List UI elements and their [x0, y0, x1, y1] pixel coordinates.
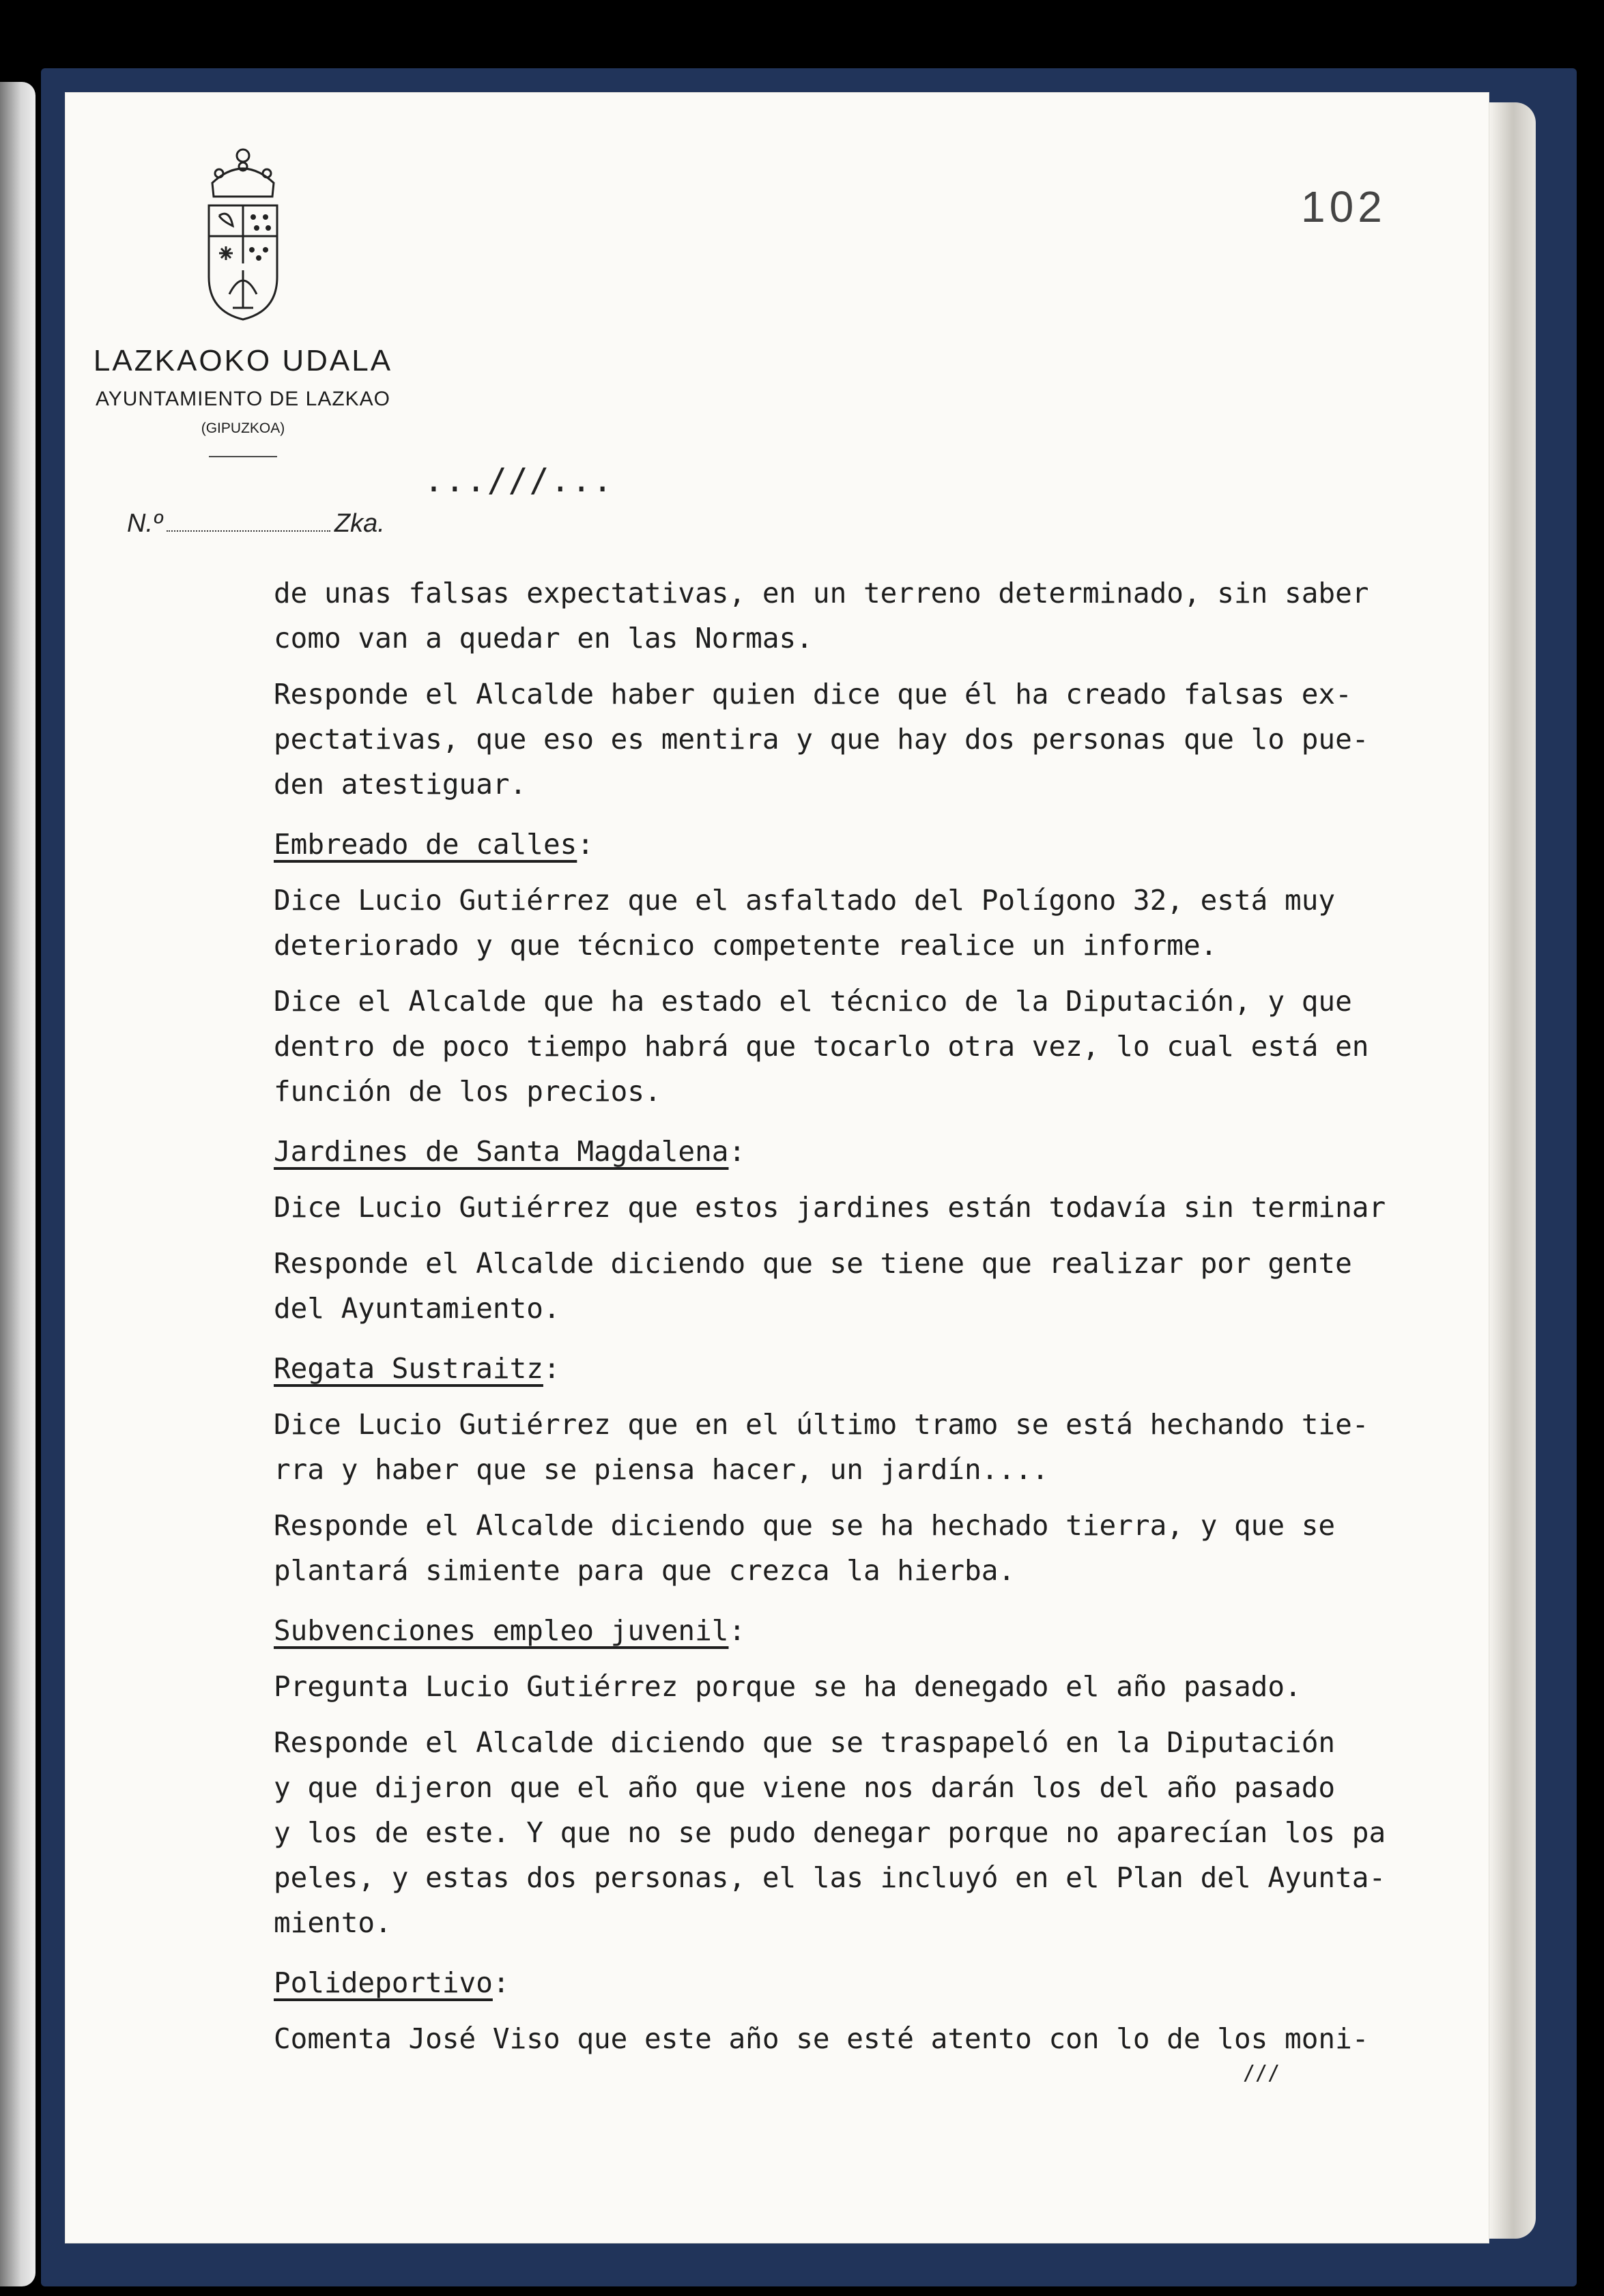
text-line: peles, y estas dos personas, el las incluyó en el Plan del Ayunta- — [274, 1861, 1386, 1894]
divider — [209, 456, 277, 457]
previous-page-edge — [0, 82, 35, 2286]
heading-colon: : — [728, 1614, 746, 1647]
text-line: Dice Lucio Gutiérrez que el asfaltado del Polígono 32, está muy — [274, 884, 1336, 917]
document-body — [274, 571, 1502, 2086]
text-line: pectativas, que eso es mentira y que hay dos personas que lo pue- — [274, 723, 1369, 756]
text-line: Dice Lucio Gutiérrez que estos jardines están todavía sin terminar — [274, 1191, 1386, 1224]
heading-text: Regata Sustraitz — [274, 1352, 543, 1385]
text-line: rra y haber que se piensa hacer, un jardín.... — [274, 1453, 1049, 1486]
ref-prefix: N.º — [127, 509, 162, 538]
text-line: miento. — [274, 1906, 392, 1939]
text-line: Dice Lucio Gutiérrez que en el último tramo se está hechando tie- — [274, 1408, 1369, 1441]
heading-text: Polideportivo — [274, 1966, 493, 1999]
footer-mark: /// — [1243, 2061, 1280, 2085]
section-heading — [274, 1960, 1502, 2005]
continuation-mark: ...///... — [424, 461, 614, 500]
heading-text: Embreado de calles — [274, 828, 577, 861]
heading-colon: : — [492, 1966, 510, 1999]
ref-suffix: Zka. — [334, 509, 385, 538]
document-page — [65, 92, 1489, 2243]
province: (GIPUZKOA) — [201, 420, 285, 436]
section-heading — [274, 1608, 1502, 1653]
text-line: de unas falsas expectativas, en un terreno determinado, sin saber — [274, 577, 1369, 609]
text-line: Comenta José Viso que este año se esté atento con lo de los moni- — [274, 2022, 1369, 2055]
text-line: dentro de poco tiempo habrá que tocarlo otra vez, lo cual está en — [274, 1030, 1369, 1063]
text-line: plantará simiente para que crezca la hierba. — [274, 1554, 1016, 1587]
text-line: deteriorado y que técnico competente realice un informe. — [274, 929, 1218, 962]
reference-field — [127, 509, 385, 539]
heading-colon: : — [728, 1135, 746, 1168]
text-line: Responde el Alcalde diciendo que se traspapeló en la Diputación — [274, 1726, 1336, 1759]
text-line: y los de este. Y que no se pudo denegar porque no aparecían los pa — [274, 1816, 1386, 1849]
text-line: como van a quedar en las Normas. — [274, 622, 813, 655]
section-heading — [274, 822, 1502, 867]
section-heading — [274, 1129, 1502, 1174]
text-line: Pregunta Lucio Gutiérrez porque se ha denegado el año pasado. — [274, 1670, 1302, 1703]
text-line: Responde el Alcalde haber quien dice que él ha creado falsas ex- — [274, 678, 1352, 711]
letterhead — [66, 141, 420, 457]
text-line: Responde el Alcalde diciendo que se tiene que realizar por gente — [274, 1247, 1352, 1280]
org-name-es: AYUNTAMIENTO DE LAZKAO — [95, 388, 391, 410]
coat-of-arms-icon — [192, 141, 294, 325]
heading-text: Jardines de Santa Magdalena — [274, 1135, 729, 1168]
heading-text: Subvenciones empleo juvenil — [274, 1614, 729, 1647]
text-line: función de los precios. — [274, 1075, 661, 1108]
heading-colon: : — [543, 1352, 560, 1385]
text-line: Dice el Alcalde que ha estado el técnico de la Diputación, y que — [274, 985, 1352, 1018]
page-number: 102 — [1301, 182, 1386, 231]
text-line: del Ayuntamiento. — [274, 1292, 560, 1325]
heading-colon: : — [577, 828, 595, 861]
section-heading — [274, 1346, 1502, 1391]
text-line: y que dijeron que el año que viene nos darán los del año pasado — [274, 1771, 1336, 1804]
text-line: Responde el Alcalde diciendo que se ha hechado tierra, y que se — [274, 1509, 1336, 1542]
org-name: LAZKAOKO UDALA — [93, 344, 393, 377]
ref-line — [167, 530, 330, 532]
text-line: den atestiguar. — [274, 768, 527, 801]
